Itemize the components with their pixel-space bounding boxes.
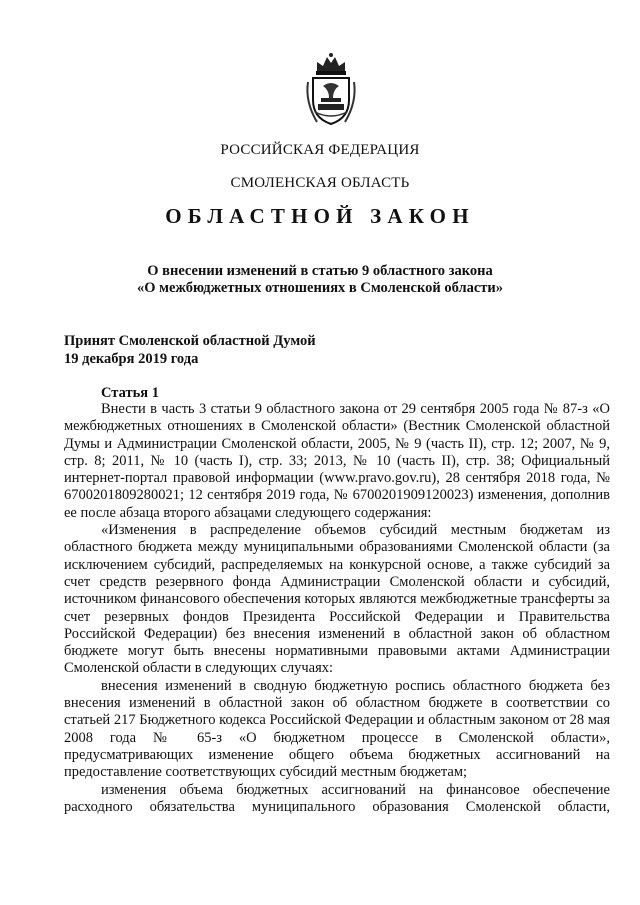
article-paragraph-3: внесения изменений в сводную бюджетную роспись областного бюджета без внесения изменений в областной закон об областном бюджете в соответствии со статьей 217 Бюджетного кодекса Российской Федерации и областным законом от 28 мая 2008 года № 65-з «О бюджетном процессе в Смоленской области», предусматривающих изменение общего объема бюджетных ассигнований на предоставление соответствующих субсидий местным бюджетам; [64,677,610,781]
article-body [64,401,610,816]
article-paragraph-1: Внести в часть 3 статьи 9 областного закона от 29 сентября 2005 года № 87-з «О межбюджетных отношениях в Смоленской области» (Вестник Смоленской областной Думы и Администрации Смоленской области, 2005, № 9 (часть II), стр. 12; 2007, № 9, стр. 8; 2011, № 10 (часть I), стр. 33; 2013, № 10 (часть II), стр. 38; Официальный интернет-портал правовой информации (www.pravo.gov.ru), 28 сентября 2018 года, № 6700201809280021; 12 сентября 2019 года, № 6700201909120023) изменения, дополнив ее после абзаца второго абзацами следующего содержания: [64,401,610,521]
subject-line-1: О внесении изменений в статью 9 областного закона [147,263,493,279]
article-paragraph-4: изменения объема бюджетных ассигнований на финансовое обеспечение расходного обязательства муниципального образования Смоленской области, [64,781,610,815]
region-heading: СМОЛЕНСКАЯ ОБЛАСТЬ [230,175,410,191]
adoption-date: 19 декабря 2019 года [64,351,199,367]
country-heading: РОССИЙСКАЯ ФЕДЕРАЦИЯ [220,142,420,158]
document-type-title: ОБЛАСТНОЙ ЗАКОН [165,204,475,228]
article-paragraph-2: «Изменения в распределение объемов субсидий местным бюджетам из областного бюджета между муниципальными образованиями Смоленской области (за исключением субсидий, распределяемых на конкурсной основе, а также субсидий за счет средств резервного фонда Администрации Смоленской области и субсидий, источником финансового обеспечения которых являются межбюджетные трансферты за счет резервных фондов Президента Российской Федерации и Правительства Российской Федерации) без внесения изменений в областной закон об областном бюджете могут быть внесены нормативными правовыми актами Администрации Смоленской области в следующих случаях: [64,522,610,677]
subject-line-2: «О межбюджетных отношениях в Смоленской области» [136,280,504,296]
article-title: Статья 1 [101,385,159,401]
adoption-block [64,332,316,368]
coat-of-arms-emblem [303,52,359,128]
adoption-line-1: Принят Смоленской областной Думой [64,333,316,349]
